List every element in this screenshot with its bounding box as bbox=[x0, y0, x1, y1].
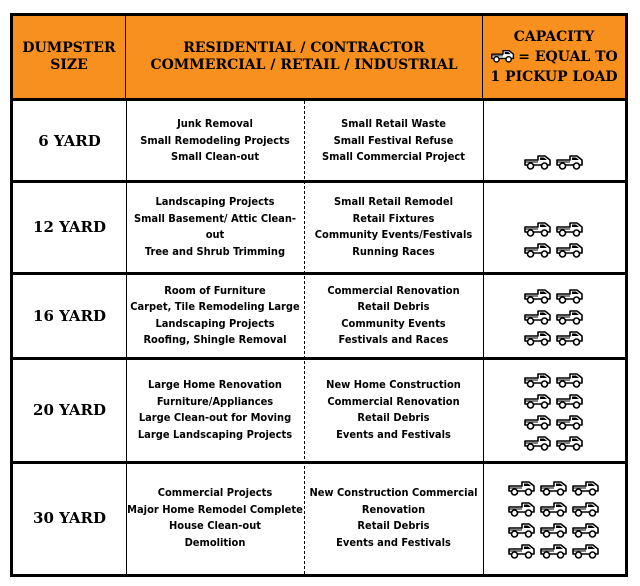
use-item: Retail Fixtures bbox=[352, 211, 435, 225]
residential-uses bbox=[126, 101, 304, 181]
table-row bbox=[13, 273, 625, 358]
capacity-cell bbox=[483, 273, 625, 358]
pickup-truck-icon bbox=[523, 327, 553, 347]
pickup-truck-icon bbox=[523, 306, 553, 326]
header-size-line1: DUMPSTER bbox=[22, 40, 116, 56]
pickup-load-icons bbox=[507, 477, 601, 560]
use-item: Retail Debris bbox=[357, 519, 430, 532]
pickup-truck-icon bbox=[571, 519, 601, 539]
header-capacity-line1: CAPACITY bbox=[513, 28, 595, 45]
residential-uses bbox=[126, 273, 304, 358]
pickup-truck-icon bbox=[571, 477, 601, 497]
header-uses-line1: RESIDENTIAL / CONTRACTOR bbox=[183, 40, 425, 56]
table-row bbox=[13, 181, 625, 273]
pickup-truck-icon bbox=[555, 239, 585, 259]
pickup-truck-icon bbox=[555, 390, 585, 410]
pickup-truck-icon bbox=[490, 46, 516, 64]
pickup-truck-icon bbox=[555, 306, 585, 326]
commercial-uses bbox=[304, 101, 483, 181]
pickup-truck-icon bbox=[523, 369, 553, 389]
use-item: Large Home Renovation bbox=[148, 378, 282, 391]
pickup-truck-icon bbox=[571, 540, 601, 560]
header-capacity-line2: = EQUAL TO bbox=[518, 48, 618, 65]
pickup-load-icons bbox=[523, 218, 585, 259]
pickup-truck-icon bbox=[523, 218, 553, 238]
capacity-cell bbox=[483, 462, 625, 574]
use-item: Small Retail Waste bbox=[341, 117, 446, 131]
pickup-load-icons bbox=[523, 369, 585, 452]
pickup-truck-icon bbox=[490, 46, 516, 69]
dumpster-size: 12 YARD bbox=[33, 218, 106, 236]
use-item: Landscaping Projects bbox=[155, 316, 275, 330]
pickup-truck-icon bbox=[507, 477, 537, 497]
residential-uses bbox=[126, 358, 304, 462]
pickup-truck-icon bbox=[555, 411, 585, 431]
header-capacity bbox=[483, 16, 625, 98]
pickup-truck-icon bbox=[523, 390, 553, 410]
use-item: Room of Furniture bbox=[164, 283, 266, 297]
header-uses bbox=[126, 16, 483, 98]
use-item: Retail Debris bbox=[357, 300, 430, 313]
use-item: Renovation bbox=[361, 502, 426, 516]
use-item: Commercial Renovation bbox=[327, 394, 460, 408]
use-item: Roofing, Shingle Removal bbox=[143, 333, 287, 346]
residential-uses bbox=[126, 462, 304, 574]
use-item: Furniture/Appliances bbox=[156, 394, 274, 408]
capacity-cell bbox=[483, 181, 625, 273]
table-row bbox=[13, 462, 625, 574]
use-item: Small Remodeling Projects bbox=[140, 133, 290, 147]
use-item: Small Commercial Project bbox=[321, 150, 466, 164]
commercial-uses bbox=[304, 181, 483, 273]
pickup-truck-icon bbox=[539, 540, 569, 560]
dumpster-size: 20 YARD bbox=[33, 401, 106, 419]
use-item: Small Retail Remodel bbox=[334, 195, 453, 208]
table-row bbox=[13, 358, 625, 462]
pickup-truck-icon bbox=[539, 477, 569, 497]
use-item: Community Events/Festivals bbox=[314, 228, 473, 241]
pickup-truck-icon bbox=[571, 498, 601, 518]
header-capacity-line2-wrap bbox=[490, 46, 617, 69]
pickup-truck-icon bbox=[523, 432, 553, 452]
header-capacity-line3: 1 PICKUP LOAD bbox=[490, 68, 618, 85]
header-size-line2: SIZE bbox=[50, 57, 88, 73]
use-item: Events and Festivals bbox=[336, 535, 451, 549]
pickup-truck-icon bbox=[539, 519, 569, 539]
use-item: Demolition bbox=[184, 535, 246, 549]
use-item: Large Clean-out for Moving bbox=[138, 411, 292, 424]
pickup-truck-icon bbox=[555, 218, 585, 238]
use-item: Community Events bbox=[341, 316, 446, 330]
use-item: Major Home Remodel Complete bbox=[127, 502, 303, 516]
pickup-truck-icon bbox=[555, 327, 585, 347]
use-item: Festivals and Races bbox=[338, 333, 449, 346]
pickup-truck-icon bbox=[555, 369, 585, 389]
pickup-load-icons bbox=[523, 151, 585, 171]
use-item: House Clean-out bbox=[169, 519, 261, 532]
use-item: Carpet, Tile Remodeling Large bbox=[130, 300, 300, 313]
use-item: Tree and Shrub Trimming bbox=[144, 244, 286, 258]
pickup-truck-icon bbox=[539, 498, 569, 518]
pickup-truck-icon bbox=[507, 498, 537, 518]
pickup-truck-icon bbox=[507, 519, 537, 539]
pickup-truck-icon bbox=[507, 540, 537, 560]
header-uses-line2: COMMERCIAL / RETAIL / INDUSTRIAL bbox=[150, 57, 458, 73]
use-item: Small Basement/ Attic Clean-out bbox=[133, 211, 297, 241]
capacity-cell bbox=[483, 101, 625, 181]
use-item: Commercial Renovation bbox=[327, 283, 460, 297]
pickup-truck-icon bbox=[523, 151, 553, 171]
use-item: New Construction Commercial bbox=[309, 486, 478, 499]
use-item: Retail Debris bbox=[357, 411, 430, 424]
pickup-truck-icon bbox=[555, 432, 585, 452]
pickup-truck-icon bbox=[555, 151, 585, 171]
capacity-cell bbox=[483, 358, 625, 462]
dumpster-size: 6 YARD bbox=[38, 132, 101, 150]
commercial-uses bbox=[304, 273, 483, 358]
use-item: Running Races bbox=[352, 244, 435, 258]
pickup-truck-icon bbox=[555, 285, 585, 305]
header-dumpster-size bbox=[13, 16, 126, 98]
dumpster-size-chart bbox=[10, 13, 628, 577]
commercial-uses bbox=[304, 358, 483, 462]
use-item: Commercial Projects bbox=[157, 486, 273, 499]
residential-uses bbox=[126, 181, 304, 273]
use-item: Small Festival Refuse bbox=[333, 133, 454, 147]
use-item: Events and Festivals bbox=[336, 427, 451, 441]
commercial-uses bbox=[304, 462, 483, 574]
dumpster-size: 16 YARD bbox=[33, 306, 106, 325]
use-item: New Home Construction bbox=[326, 378, 461, 391]
pickup-load-icons bbox=[523, 285, 585, 347]
use-item: Landscaping Projects bbox=[155, 195, 275, 208]
pickup-truck-icon bbox=[523, 411, 553, 431]
use-item: Junk Removal bbox=[177, 117, 253, 131]
use-item: Small Clean-out bbox=[170, 150, 260, 164]
table-row bbox=[13, 101, 625, 181]
pickup-truck-icon bbox=[523, 285, 553, 305]
dumpster-size: 30 YARD bbox=[33, 509, 106, 527]
pickup-truck-icon bbox=[523, 239, 553, 259]
use-item: Large Landscaping Projects bbox=[137, 427, 293, 441]
